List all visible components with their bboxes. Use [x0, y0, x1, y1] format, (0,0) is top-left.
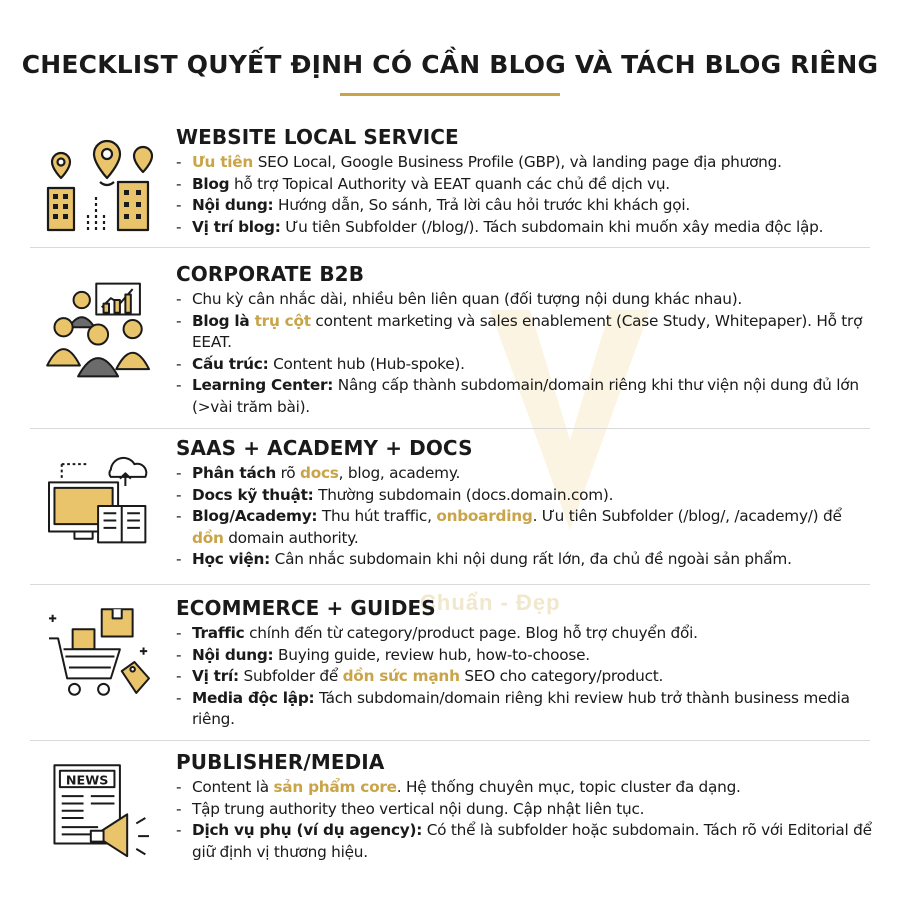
bullet-text: content marketing và sales enablement (Case Study, Whitepaper). Hỗ trợ EEAT.: [192, 311, 863, 351]
bullet-text: Ưu tiên Subfolder (/blog/). Tách subdomain khi muốn xây media độc lập.: [280, 217, 824, 236]
bullet-list: [176, 289, 876, 418]
page-title: CHECKLIST QUYẾT ĐỊNH CÓ CẦN BLOG VÀ TÁCH BLOG RIÊNG: [21, 50, 879, 79]
bullet-item: [176, 666, 876, 688]
bullet-dash: -: [176, 799, 182, 818]
bullet-item: [176, 777, 876, 799]
bullet-item: [176, 311, 876, 354]
bullet-text: dồn: [192, 528, 224, 547]
bullet-dash: -: [176, 550, 182, 568]
bullet-dash: -: [176, 311, 182, 330]
bullet-text: Tập trung authority theo vertical nội dung. Cập nhật liên tục.: [192, 799, 645, 818]
bullet-dash: -: [176, 645, 182, 664]
bullet-text: trụ cột: [254, 311, 311, 330]
bullet-text: Blog/Academy:: [192, 507, 318, 525]
bullet-item: [176, 623, 876, 645]
computer-cloud-book-icon: [40, 446, 158, 546]
bullet-text: Ưu tiên: [192, 153, 254, 171]
bullet-text: Vị trí blog:: [192, 217, 281, 236]
bullet-dash: -: [176, 153, 182, 171]
business-team-icon: [40, 280, 158, 380]
bullet-text: hỗ trợ Topical Authority và EEAT quanh các chủ đề dịch vụ.: [229, 174, 670, 193]
bullet-dash: -: [176, 354, 182, 373]
bullet-text: Dịch vụ phụ (ví dụ agency):: [192, 821, 423, 839]
newspaper-megaphone-icon: [40, 758, 158, 858]
bullet-item: [176, 688, 876, 731]
bullet-text: Buying guide, review hub, how-to-choose.: [273, 645, 590, 664]
bullet-dash: -: [176, 174, 182, 193]
bullet-dash: -: [176, 196, 182, 214]
section-divider: [30, 740, 870, 741]
bullet-dash: -: [176, 778, 182, 796]
bullet-text: Thu hút traffic,: [317, 507, 437, 525]
bullet-text: . Ưu tiên Subfolder (/blog/, /academy/) để: [532, 507, 842, 525]
bullet-text: Học viện:: [192, 550, 271, 568]
shopping-cart-icon: [40, 602, 158, 702]
bullet-dash: -: [176, 485, 182, 504]
section-heading: ECOMMERCE + GUIDES: [176, 596, 436, 620]
bullet-text: Media độc lập:: [192, 688, 315, 707]
bullet-text: Blog là: [192, 311, 255, 330]
bullet-text: Tách subdomain/domain riêng khi review hub trở thành business media riêng.: [192, 688, 850, 728]
bullet-text: , blog, academy.: [338, 464, 461, 482]
bullet-item: [176, 485, 876, 507]
bullet-dash: -: [176, 217, 182, 236]
bullet-dash: -: [176, 624, 182, 642]
bullet-list: [176, 777, 876, 863]
bullet-list: [176, 623, 876, 731]
section-heading: SAAS + ACADEMY + DOCS: [176, 436, 473, 460]
bullet-text: domain authority.: [223, 528, 359, 547]
section-heading: PUBLISHER/MEDIA: [176, 750, 385, 774]
bullet-text: SEO cho category/product.: [459, 667, 664, 685]
bullet-item: [176, 799, 876, 821]
bullet-text: Cân nhắc subdomain khi nội dung rất lớn, đa chủ đề ngoài sản phẩm.: [270, 550, 792, 568]
section-divider: [30, 247, 870, 248]
bullet-text: sản phẩm core: [273, 778, 397, 796]
bullet-text: Hướng dẫn, So sánh, Trả lời câu hỏi trước khi khách gọi.: [273, 196, 690, 214]
news-label: NEWS: [65, 772, 109, 788]
map-pins-city-icon: [40, 132, 158, 232]
bullet-item: [176, 820, 876, 863]
bullet-item: [176, 289, 876, 311]
bullet-text: Chu kỳ cân nhắc dài, nhiều bên liên quan (đối tượng nội dung khác nhau).: [192, 290, 743, 308]
bullet-dash: -: [176, 464, 182, 482]
section-heading: WEBSITE LOCAL SERVICE: [176, 125, 459, 149]
bullet-item: [176, 174, 876, 196]
section-divider: [30, 584, 870, 585]
bullet-text: Content là: [192, 778, 274, 796]
bullet-list: [176, 463, 876, 571]
bullet-dash: -: [176, 688, 182, 707]
watermark-text: Chuẩn - Đẹp: [420, 590, 561, 615]
bullet-text: Nội dung:: [192, 645, 274, 664]
bullet-item: [176, 645, 876, 667]
bullet-item: [176, 463, 876, 485]
bullet-text: chính đến từ category/product page. Blog hỗ trợ chuyển đổi.: [244, 624, 698, 642]
bullet-text: dồn sức mạnh: [342, 667, 460, 685]
bullet-text: Content hub (Hub-spoke).: [268, 354, 465, 373]
bullet-text: Nâng cấp thành subdomain/domain riêng khi thư viện nội dung đủ lớn (>vài trăm bài).: [192, 376, 859, 416]
bullet-item: [176, 195, 876, 217]
bullet-item: [176, 549, 876, 571]
bullet-text: Traffic: [192, 624, 245, 642]
bullet-item: [176, 506, 876, 549]
bullet-dash: -: [176, 376, 182, 394]
bullet-list: [176, 152, 876, 238]
section-divider: [30, 428, 870, 429]
bullet-dash: -: [176, 290, 182, 308]
bullet-item: [176, 217, 876, 239]
bullet-text: Cấu trúc:: [192, 354, 269, 373]
bullet-text: Subfolder để: [238, 667, 343, 685]
bullet-text: Vị trí:: [192, 667, 239, 685]
bullet-dash: -: [176, 667, 182, 685]
bullet-text: onboarding: [436, 507, 533, 525]
bullet-item: [176, 152, 876, 174]
bullet-text: Docs kỹ thuật:: [192, 485, 314, 504]
bullet-text: SEO Local, Google Business Profile (GBP), và landing page địa phương.: [253, 153, 782, 171]
bullet-text: Blog: [192, 174, 230, 193]
bullet-item: [176, 375, 876, 418]
section-heading: CORPORATE B2B: [176, 262, 365, 286]
bullet-text: Có thể là subfolder hoặc subdomain. Tách rõ với Editorial để giữ định vị thương hiệu.: [192, 821, 872, 861]
bullet-text: . Hệ thống chuyên mục, topic cluster đa dạng.: [396, 778, 741, 796]
bullet-dash: -: [176, 821, 182, 839]
bullet-text: Nội dung:: [192, 196, 274, 214]
bullet-text: rõ: [275, 464, 301, 482]
bullet-text: docs: [300, 464, 339, 482]
title-underline: [340, 93, 560, 96]
bullet-text: Phân tách: [192, 464, 276, 482]
bullet-text: Learning Center:: [192, 376, 334, 394]
bullet-text: Thường subdomain (docs.domain.com).: [313, 485, 614, 504]
bullet-dash: -: [176, 507, 182, 525]
bullet-item: [176, 354, 876, 376]
